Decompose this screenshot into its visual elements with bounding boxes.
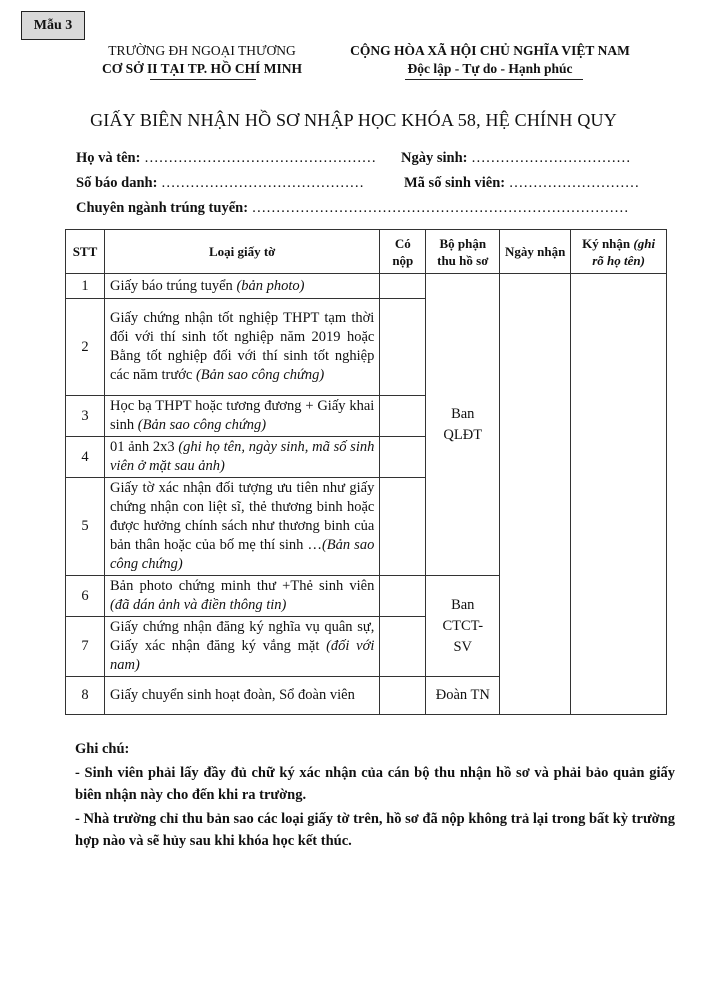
- nation-name: CỘNG HÒA XÃ HỘI CHỦ NGHĨA VIỆT NAM: [350, 43, 630, 58]
- row-stt: 8: [66, 677, 105, 715]
- campus-name: CƠ SỞ II TẠI TP. HỒ CHÍ MINH: [101, 61, 303, 76]
- submitted-checkbox[interactable]: [380, 677, 426, 715]
- signature-cell[interactable]: [571, 274, 667, 715]
- row-stt: 6: [66, 576, 105, 617]
- date-received-cell[interactable]: [500, 274, 571, 715]
- table-header-row: [66, 230, 667, 274]
- motto-underline: [405, 79, 583, 80]
- submitted-checkbox[interactable]: [380, 396, 426, 437]
- submitted-checkbox[interactable]: [380, 478, 426, 576]
- form-number-badge: Mẫu 3: [21, 11, 85, 40]
- name-blank: …………………………………………: [144, 150, 377, 166]
- row-document: Bản photo chứng minh thư +Thẻ sinh viên (đã dán ảnh và điền thông tin): [104, 576, 379, 617]
- submitted-checkbox[interactable]: [380, 299, 426, 396]
- student-id-field[interactable]: [404, 175, 639, 192]
- school-underline: [150, 79, 256, 80]
- name-field[interactable]: [76, 150, 376, 167]
- documents-table: [65, 229, 667, 715]
- table-row: [66, 274, 667, 299]
- row-document: Giấy tờ xác nhận đối tượng ưu tiên như giấy chứng nhận con liệt sĩ, thẻ thương binh hoặc được hưởng chính sách như thương binh của bản thân hoặc của bố mẹ thí sinh …(Bản sao công chứng): [104, 478, 379, 576]
- row-document: Giấy chuyển sinh hoạt đoàn, Sổ đoàn viên: [104, 677, 379, 715]
- notes-heading: Ghi chú:: [75, 741, 130, 757]
- row-stt: 7: [66, 617, 105, 677]
- school-header: [72, 42, 332, 78]
- dob-label: Ngày sinh:: [401, 150, 468, 166]
- student-id-blank: ………………………: [508, 175, 640, 191]
- document-title: GIẤY BIÊN NHẬN HỒ SƠ NHẬP HỌC KHÓA 58, HỆ CHÍNH QUY: [90, 110, 617, 130]
- major-label: Chuyên ngành trúng tuyển:: [76, 200, 249, 216]
- sbd-label: Số báo danh:: [76, 175, 158, 191]
- sbd-blank: ……………………………………: [161, 175, 365, 191]
- dob-blank: ……………………………: [471, 150, 631, 166]
- dept-qldt: Ban QLĐT: [426, 274, 500, 576]
- submitted-checkbox[interactable]: [380, 274, 426, 299]
- school-name: TRƯỜNG ĐH NGOẠI THƯƠNG: [108, 43, 296, 58]
- row-stt: 2: [66, 299, 105, 396]
- sbd-field[interactable]: [76, 175, 364, 192]
- row-document: Giấy báo trúng tuyển (bản photo): [104, 274, 379, 299]
- submitted-checkbox[interactable]: [380, 437, 426, 478]
- header-department: Bộ phận thu hồ sơ: [426, 230, 500, 274]
- header-submitted: Có nộp: [380, 230, 426, 274]
- header-date: Ngày nhận: [500, 230, 571, 274]
- major-field[interactable]: [76, 200, 629, 217]
- row-document: 01 ảnh 2x3 (ghi họ tên, ngày sinh, mã số sinh viên ở mặt sau ảnh): [104, 437, 379, 478]
- row-stt: 1: [66, 274, 105, 299]
- row-stt: 3: [66, 396, 105, 437]
- header-document-type: Loại giấy tờ: [104, 230, 379, 274]
- row-document: Giấy chứng nhận đăng ký nghĩa vụ quân sự, Giấy xác nhận đăng ký vắng mặt (đối với nam): [104, 617, 379, 677]
- row-stt: 4: [66, 437, 105, 478]
- note-item: - Sinh viên phải lấy đầy đủ chữ ký xác nhận của cán bộ thu nhận hồ sơ và phải bảo quản giấy biên nhận này cho đến khi ra trường.: [75, 765, 675, 803]
- dept-ctct: Ban CTCT-SV: [426, 576, 500, 677]
- name-label: Họ và tên:: [76, 150, 141, 166]
- student-id-label: Mã số sinh viên:: [404, 175, 506, 191]
- submitted-checkbox[interactable]: [380, 576, 426, 617]
- dept-doan: Đoàn TN: [426, 677, 500, 715]
- nation-header: [325, 42, 655, 78]
- header-signature: Ký nhận (ghi rõ họ tên): [571, 230, 667, 274]
- header-stt: STT: [66, 230, 105, 274]
- row-stt: 5: [66, 478, 105, 576]
- row-document: Giấy chứng nhận tốt nghiệp THPT tạm thời đối với thí sinh tốt nghiệp năm 2019 hoặc Bằng tốt nghiệp đối với thí sinh tốt nghiệp các năm trước (Bản sao công chứng): [104, 299, 379, 396]
- submitted-checkbox[interactable]: [380, 617, 426, 677]
- row-document: Học bạ THPT hoặc tương đương + Giấy khai sinh (Bản sao công chứng): [104, 396, 379, 437]
- dob-field[interactable]: [401, 150, 631, 167]
- major-blank: ……………………………………………………………………: [251, 200, 629, 216]
- note-item: - Nhà trường chỉ thu bản sao các loại giấy tờ trên, hồ sơ đã nộp không trả lại trong bất kỳ trường hợp nào và sẽ hủy sau khi khóa học kết thúc.: [75, 811, 675, 849]
- nation-motto: Độc lập - Tự do - Hạnh phúc: [407, 61, 573, 76]
